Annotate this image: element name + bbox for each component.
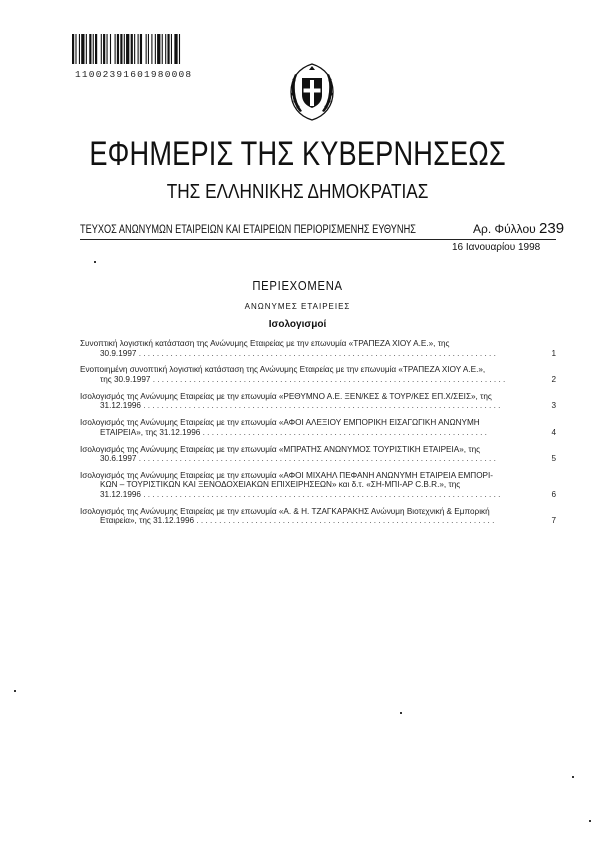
barcode-bar [165, 34, 166, 64]
scan-speck [572, 776, 574, 778]
barcode-bar [103, 34, 105, 64]
barcode-bar [171, 34, 172, 64]
barcode-bar [79, 34, 80, 64]
barcode-bar [162, 34, 163, 64]
scan-speck [589, 820, 591, 822]
series-label: ΤΕΥΧΟΣ ΑΝΩΝΥΜΩΝ ΕΤΑΙΡΕΙΩΝ ΚΑΙ ΕΤΑΙΡΕΙΩΝ ΠΕΡΙΟΡΙΣΜΕΝΗΣ ΕΥΘΥΝΗΣ [80, 224, 416, 236]
barcode-bar [93, 34, 94, 64]
toc-entry-text: Ισολογισμός της Ανώνυμης Εταιρείας με την επωνυμία «ΡΕΘΥΜΝΟ Α.Ε. ΞΕΝ/ΚΕΣ & ΤΟΥΡ/ΚΕΣ ΕΠ.Χ/ΣΕΙΣ», της [80, 391, 492, 401]
toc-page-number: 6 [551, 490, 556, 500]
sheet-number [473, 220, 564, 237]
toc-entry[interactable]: Ισολογισμός της Ανώνυμης Εταιρείας με την επωνυμία «ΑΦΟΙ ΜΙΧΑΗΛ ΠΕΦΑΝΗ ΑΝΩΝΥΜΗ ΕΤΑΙΡΕΙΑ ΕΜΠΟΡΙ- ΚΩΝ – ΤΟΥΡΙΣΤΙΚΩΝ ΚΑΙ ΞΕΝΟΔΟΧΕΙΑΚΩΝ ΕΠΙΧΕΙΡΗΣΕΩΝ» και δ.τ. «ΣΗ-ΜΠΙ-ΑΡ C.B.R.», της 31.12.1996 . . . . . . . . . . . . . . . . . . . . . . . . . . . . . . . . . . . . . . . . . . . . . . . . . . . . . . . . . . . . . . . . . . . . . . . . . . . . . . . 6 [80, 470, 556, 500]
barcode-bar [155, 34, 156, 64]
barcode-bar [110, 34, 111, 64]
barcode-bar [75, 34, 76, 64]
toc-entry-text: Συνοπτική λογιστική κατάσταση της Ανώνυμης Εταιρείας με την επωνυμία «ΤΡΑΠΕΖΑ ΧΙΟΥ Α.Ε.», της [80, 339, 450, 348]
barcode-bar [115, 34, 116, 64]
barcode-bar [179, 34, 180, 64]
toc-page-number: 3 [551, 401, 556, 411]
barcode-bar [140, 34, 142, 64]
toc-entry-date: Εταιρεία», της 31.12.1996 [100, 516, 195, 526]
barcode-bar [138, 34, 139, 64]
toc-entry-date: 30.6.1997 [100, 454, 137, 464]
barcode-bar [117, 34, 119, 64]
barcode-bar [126, 34, 129, 64]
barcode-number: 11002391601980008 [75, 69, 193, 80]
barcode-bar [146, 34, 147, 64]
barcode [72, 34, 222, 64]
table-of-contents [80, 339, 556, 533]
toc-entry-text-cont: ΚΩΝ – ΤΟΥΡΙΣΤΙΚΩΝ ΚΑΙ ΞΕΝΟΔΟΧΕΙΑΚΩΝ ΕΠΙΧΕΙΡΗΣΕΩΝ» και δ.τ. «ΣΗ-ΜΠΙ-ΑΡ C.B.R.», της [100, 480, 461, 490]
barcode-bar [101, 34, 102, 64]
header-rule [80, 239, 556, 240]
gazette-subtitle: ΤΗΣ ΕΛΛΗΝΙΚΗΣ ΔΗΜΟΚΡΑΤΙΑΣ [166, 181, 429, 203]
toc-entry-date: ΕΤΑΙΡΕΙΑ», της 31.12.1996 [100, 427, 201, 437]
toc-entry-text: Ισολογισμός της Ανώνυμης Εταιρείας με την επωνυμία «ΜΠΡΑΤΗΣ ΑΝΩΝΥΜΟΣ ΤΟΥΡΙΣΤΙΚΗ ΕΤΑΙΡΕΙΑ», της [80, 444, 481, 454]
toc-page-number: 5 [551, 454, 556, 464]
barcode-bar [120, 34, 122, 64]
toc-entry[interactable]: Συνοπτική λογιστική κατάσταση της Ανώνυμης Εταιρείας με την επωνυμία «ΤΡΑΠΕΖΑ ΧΙΟΥ Α.Ε.», της 30.9.1997 . . . . . . . . . . . . . . . . . . . . . . . . . . . . . . . . . . . . . . . . . . . . . . . . . . . . . . . . . . . . . . . . . . . . . . . . . . . . . . . 1 [80, 339, 556, 358]
barcode-bar [86, 34, 87, 64]
section-heading: ΑΝΩΝΥΜΕΣ ΕΤΑΙΡΕΙΕΣ [244, 302, 351, 311]
contents-heading: ΠΕΡΙΕΧΟΜΕΝΑ [252, 279, 343, 293]
barcode-bar [174, 34, 177, 64]
barcode-bar [148, 34, 149, 64]
scan-speck [14, 690, 16, 692]
toc-entry-date: 30.9.1997 [100, 348, 137, 358]
sheet-number-value: 239 [539, 220, 565, 237]
barcode-bar [167, 34, 169, 64]
barcode-bar [124, 34, 125, 64]
scan-speck [400, 712, 402, 714]
greek-coat-of-arms-emblem [285, 60, 339, 122]
barcode-bar [81, 34, 84, 64]
toc-entry[interactable]: Ενοποιημένη συνοπτική λογιστική κατάσταση της Ανώνυμης Εταιρείας με την επωνυμία «ΤΡΑΠΕΖΑ ΧΙΟΥ Α.Ε.», της 30.9.1997 . . . . . . . . . . . . . . . . . . . . . . . . . . . . . . . . . . . . . . . . . . . . . . . . . . . . . . . . . . . . . . . . . . . . . . . . . . . . . . 2 [80, 365, 556, 384]
toc-page-number: 1 [551, 348, 556, 358]
toc-entry-text: Ενοποιημένη συνοπτική λογιστική κατάσταση της Ανώνυμης Εταιρείας με την επωνυμία «ΤΡΑΠΕΖΑ ΧΙΟΥ Α.Ε.», [80, 365, 486, 375]
sheet-label: Αρ. Φύλλου [473, 222, 536, 236]
scan-speck [94, 261, 96, 263]
toc-entry-date: της 30.9.1997 [100, 374, 151, 384]
toc-entry-text: Ισολογισμός της Ανώνυμης Εταιρείας με την επωνυμία «Α. & Η. ΤΖΑΓΚΑΡΑΚΗΣ Ανώνυμη Βιοτεχνική & Εμπορική [80, 506, 490, 516]
toc-entry-text: Ισολογισμός της Ανώνυμης Εταιρείας με την επωνυμία «ΑΦΟΙ ΜΙΧΑΗΛ ΠΕΦΑΝΗ ΑΝΩΝΥΜΗ ΕΤΑΙΡΕΙΑ ΕΜΠΟΡΙ- [80, 470, 494, 480]
toc-entry[interactable]: Ισολογισμός της Ανώνυμης Εταιρείας με την επωνυμία «Α. & Η. ΤΖΑΓΚΑΡΑΚΗΣ Ανώνυμη Βιοτεχνική & Εμπορική Εταιρεία», της 31.12.1996 . . . . . . . . . . . . . . . . . . . . . . . . . . . . . . . . . . . . . . . . . . . . . . . . . . . . . . . . . . . . . . . . . . 7 [80, 506, 556, 526]
barcode-bar [134, 34, 135, 64]
barcode-bar [157, 34, 160, 64]
gazette-title: ΕΦΗΜΕΡΙΣ ΤΗΣ ΚΥΒΕΡΝΗΣΕΩΣ [89, 135, 506, 173]
toc-entry[interactable]: Ισολογισμός της Ανώνυμης Εταιρείας με την επωνυμία «ΡΕΘΥΜΝΟ Α.Ε. ΞΕΝ/ΚΕΣ & ΤΟΥΡ/ΚΕΣ ΕΠ.Χ/ΣΕΙΣ», της 31.12.1996 . . . . . . . . . . . . . . . . . . . . . . . . . . . . . . . . . . . . . . . . . . . . . . . . . . . . . . . . . . . . . . . . . . . . . . . . . . . . . . . 3 [80, 391, 556, 411]
issue-date: 16 Ιανουαρίου 1998 [452, 242, 541, 253]
barcode-bar [131, 34, 133, 64]
barcode-bar [72, 34, 74, 64]
toc-page-number: 7 [551, 516, 556, 526]
barcode-bar [89, 34, 91, 64]
toc-page-number: 2 [551, 374, 556, 384]
subsection-heading: Ισολογισμοί [268, 319, 327, 330]
toc-entry[interactable]: Ισολογισμός της Ανώνυμης Εταιρείας με την επωνυμία «ΜΠΡΑΤΗΣ ΑΝΩΝΥΜΟΣ ΤΟΥΡΙΣΤΙΚΗ ΕΤΑΙΡΕΙΑ», της 30.6.1997 . . . . . . . . . . . . . . . . . . . . . . . . . . . . . . . . . . . . . . . . . . . . . . . . . . . . . . . . . . . . . . . . . . . . . . . . . . . . . . . 5 [80, 444, 556, 464]
toc-entry-text: Ισολογισμός της Ανώνυμης Εταιρείας με την επωνυμία «ΑΦΟΙ ΑΛΕΞΙΟΥ ΕΜΠΟΡΙΚΗ ΕΙΣΑΓΩΓΙΚΗ ΑΝΩΝΥΜΗ [80, 418, 480, 428]
toc-page-number: 4 [551, 427, 556, 437]
barcode-bar [107, 34, 108, 64]
toc-entry-date: 31.12.1996 [100, 401, 141, 411]
toc-entry-date: 31.12.1996 [100, 490, 141, 500]
barcode-bar [95, 34, 97, 64]
toc-entry[interactable]: Ισολογισμός της Ανώνυμης Εταιρείας με την επωνυμία «ΑΦΟΙ ΑΛΕΞΙΟΥ ΕΜΠΟΡΙΚΗ ΕΙΣΑΓΩΓΙΚΗ ΑΝΩΝΥΜΗ ΕΤΑΙΡΕΙΑ», της 31.12.1996 . . . . . . . . . . . . . . . . . . . . . . . . . . . . . . . . . . . . . . . . . . . . . . . . . . . . . . . . . . . . . . . 4 [80, 418, 556, 437]
barcode-bar [151, 34, 152, 64]
